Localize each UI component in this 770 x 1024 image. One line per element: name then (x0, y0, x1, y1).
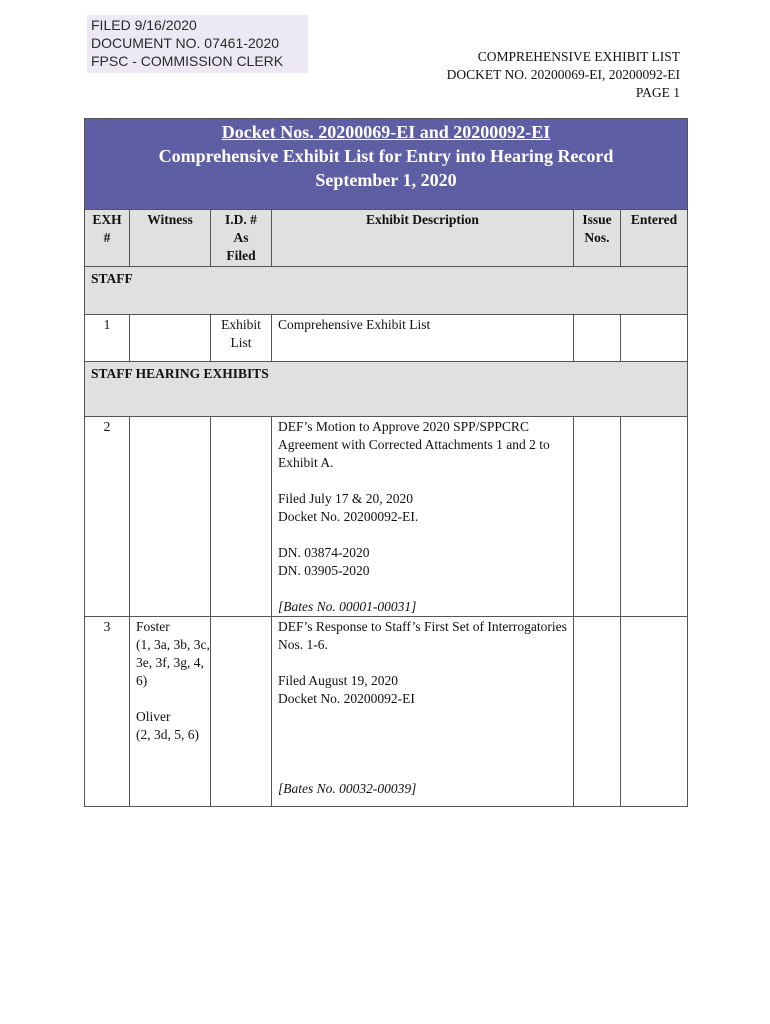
table-title (85, 119, 688, 210)
header-page-number: PAGE 1 (635, 85, 680, 100)
title-date: September 1, 2020 (315, 170, 457, 190)
table-title-row (85, 119, 688, 210)
row3-witness-foster-issues: (1, 3a, 3b, 3c, 3e, 3f, 3g, 4, 6) (136, 637, 210, 688)
row3-desc-title: DEF’s Response to Staff’s First Set of Interrogatories Nos. 1-6. (278, 619, 567, 652)
stamp-filed-date: FILED 9/16/2020 (91, 17, 197, 33)
section-row-hearing (85, 362, 688, 417)
row1-id-line2: List (230, 335, 252, 350)
section-row-staff (85, 267, 688, 315)
row3-desc-filed: Filed August 19, 2020 (278, 673, 399, 688)
row2-desc-docket: Docket No. 20200092-EI. (278, 509, 419, 524)
header-title: COMPREHENSIVE EXHIBIT LIST (477, 49, 680, 64)
table-row (85, 315, 688, 362)
col-id-as-filed (211, 210, 272, 267)
exhibit-table (84, 118, 688, 807)
col-description: Exhibit Description (272, 210, 574, 267)
col-issue-nos (574, 210, 621, 267)
row3-witness-foster: Foster (136, 619, 170, 634)
col-entered: Entered (621, 210, 688, 267)
row2-entered (621, 417, 688, 617)
table-row (85, 417, 688, 617)
row2-id (211, 417, 272, 617)
row3-description (272, 617, 574, 807)
col-issue-line2: Nos. (584, 230, 610, 245)
col-id-line3: Filed (226, 248, 256, 263)
row2-desc-dn2: DN. 03905-2020 (278, 563, 370, 578)
row3-witness-oliver: Oliver (136, 709, 171, 724)
page-header (447, 48, 680, 102)
row2-desc-bates: [Bates No. 00001-00031] (278, 599, 417, 614)
row1-witness (130, 315, 211, 362)
col-exh-line2: # (103, 230, 111, 245)
row1-exh-number: 1 (85, 315, 130, 362)
row3-witness-oliver-issues: (2, 3d, 5, 6) (136, 727, 199, 742)
table-row (85, 617, 688, 807)
section-staff-label: STAFF (85, 267, 688, 315)
col-issue-line1: Issue (582, 212, 612, 227)
filing-stamp (87, 15, 308, 73)
row3-id (211, 617, 272, 807)
row2-issue (574, 417, 621, 617)
row2-desc-dn1: DN. 03874-2020 (278, 545, 370, 560)
title-list-name: Comprehensive Exhibit List for Entry into Hearing Record (158, 146, 614, 166)
row1-issue (574, 315, 621, 362)
row3-entered (621, 617, 688, 807)
col-id-line1: I.D. # (225, 212, 257, 227)
title-docket-numbers: Docket Nos. 20200069-EI and 20200092-EI (221, 122, 551, 142)
row3-desc-bates: [Bates No. 00032-00039] (278, 781, 417, 796)
col-witness: Witness (130, 210, 211, 267)
col-id-line2: As (233, 230, 249, 245)
row2-exh-number: 2 (85, 417, 130, 617)
stamp-clerk: FPSC - COMMISSION CLERK (91, 53, 284, 69)
row2-desc-filed: Filed July 17 & 20, 2020 (278, 491, 414, 506)
row1-id (211, 315, 272, 362)
header-docket: DOCKET NO. 20200069-EI, 20200092-EI (446, 67, 680, 82)
col-exh (85, 210, 130, 267)
stamp-document-number: DOCUMENT NO. 07461-2020 (91, 35, 280, 51)
row3-issue (574, 617, 621, 807)
column-header-row (85, 210, 688, 267)
row2-description (272, 417, 574, 617)
row2-witness (130, 417, 211, 617)
row3-witness (130, 617, 211, 807)
row3-exh-number: 3 (85, 617, 130, 807)
row3-desc-docket: Docket No. 20200092-EI (278, 691, 415, 706)
row2-desc-title: DEF’s Motion to Approve 2020 SPP/SPPCRC Agreement with Corrected Attachments 1 and 2 to Exhibit A. (278, 419, 550, 470)
row1-entered (621, 315, 688, 362)
row1-id-line1: Exhibit (221, 317, 261, 332)
section-hearing-label: STAFF HEARING EXHIBITS (85, 362, 688, 417)
col-exh-line1: EXH (92, 212, 122, 227)
row1-description: Comprehensive Exhibit List (272, 315, 574, 362)
